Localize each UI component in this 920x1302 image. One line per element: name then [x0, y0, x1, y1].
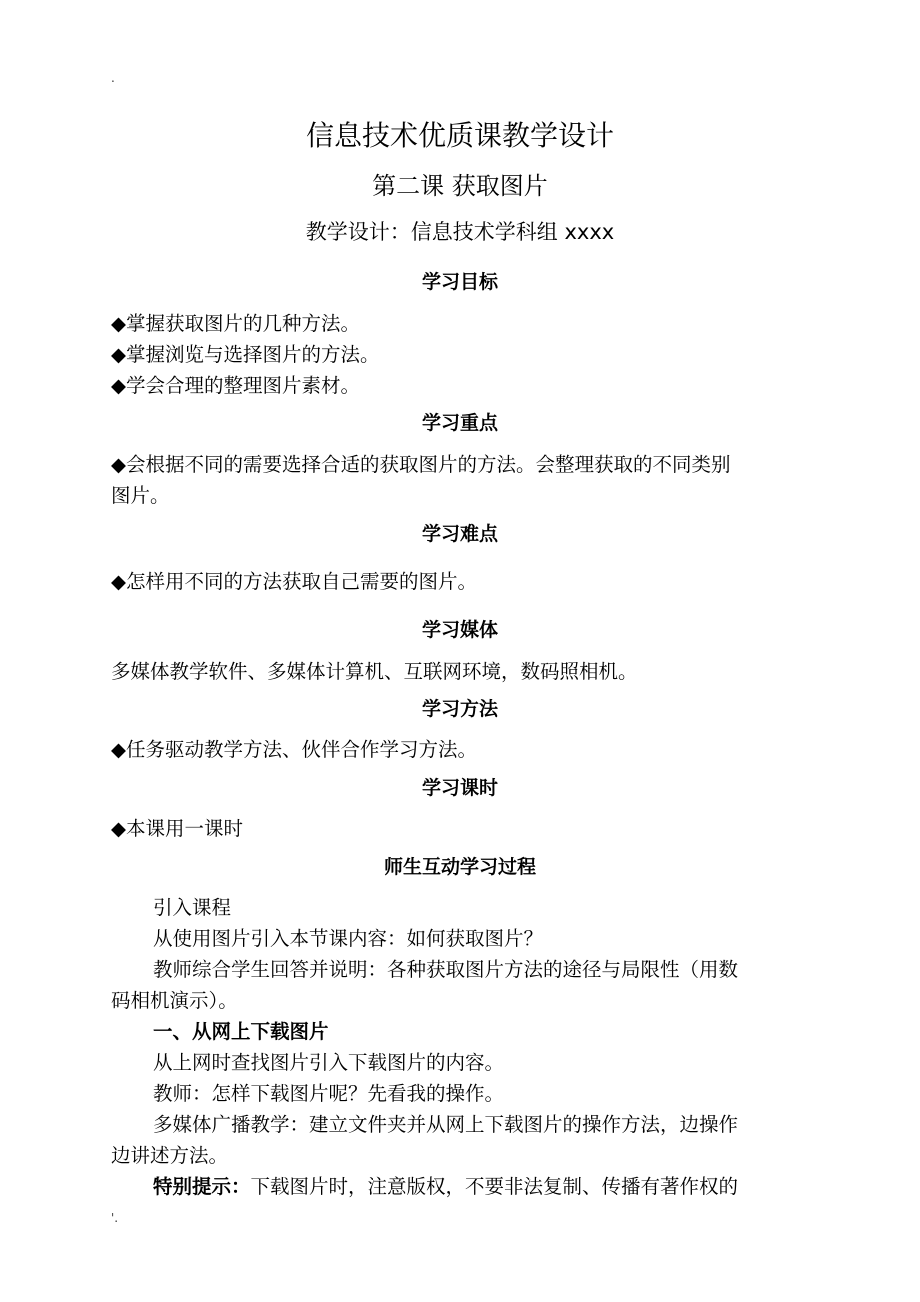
heading-media: 学习媒体 [421, 619, 498, 641]
header-mark: . [111, 71, 115, 85]
tip-paragraph [153, 1171, 853, 1199]
key-point-line: ◆会根据不同的需要选择合适的获取图片的方法。会整理获取的不同类别 [111, 453, 731, 476]
objective-item: ◆学会合理的整理图片素材。 [111, 374, 360, 397]
heading-key-points: 学习重点 [421, 412, 498, 434]
document-title: 信息技术优质课教学设计 [305, 119, 614, 152]
media-text: 多媒体教学软件、多媒体计算机、互联网环境，数码照相机。 [111, 660, 638, 683]
difficulty-item: ◆怎样用不同的方法获取自己需要的图片。 [111, 570, 477, 593]
process-paragraph: 多媒体广播教学：建立文件夹并从网上下载图片的操作方法，边操作 [153, 1113, 739, 1136]
process-paragraph: 教师：怎样下载图片呢？先看我的操作。 [153, 1082, 505, 1105]
footer-mark: '. [111, 1211, 119, 1225]
heading-objectives: 学习目标 [421, 271, 498, 293]
process-intro: 引入课程 [153, 896, 232, 919]
heading-difficulties: 学习难点 [421, 523, 498, 545]
methods-text: ◆任务驱动教学方法、伙伴合作学习方法。 [111, 738, 477, 761]
objective-item: ◆掌握浏览与选择图片的方法。 [111, 343, 380, 366]
heading-hours: 学习课时 [421, 777, 498, 799]
lesson-title: 第二课 获取图片 [372, 172, 548, 200]
process-paragraph: 从使用图片引入本节课内容：如何获取图片？ [153, 927, 544, 950]
objective-item: ◆掌握获取图片的几种方法。 [111, 312, 360, 335]
tip-text: 下载图片时，注意版权，不要非法复制、传播有著作权的 [250, 1175, 739, 1198]
designer-line: 教学设计：信息技术学科组 xxxx [305, 220, 615, 244]
heading-methods: 学习方法 [421, 698, 498, 720]
heading-process: 师生互动学习过程 [383, 856, 536, 878]
process-paragraph-continued: 码相机演示）。 [111, 989, 238, 1012]
subsection-heading: 一、从网上下载图片 [153, 1020, 329, 1043]
key-point-line: 图片。 [111, 484, 170, 507]
process-paragraph: 从上网时查找图片引入下载图片的内容。 [153, 1051, 505, 1074]
process-paragraph-continued: 边讲述方法。 [111, 1144, 229, 1167]
process-paragraph: 教师综合学生回答并说明：各种获取图片方法的途径与局限性（用数 [153, 958, 739, 981]
tip-label: 特别提示： [153, 1175, 251, 1198]
hours-text: ◆本课用一课时 [111, 817, 243, 840]
